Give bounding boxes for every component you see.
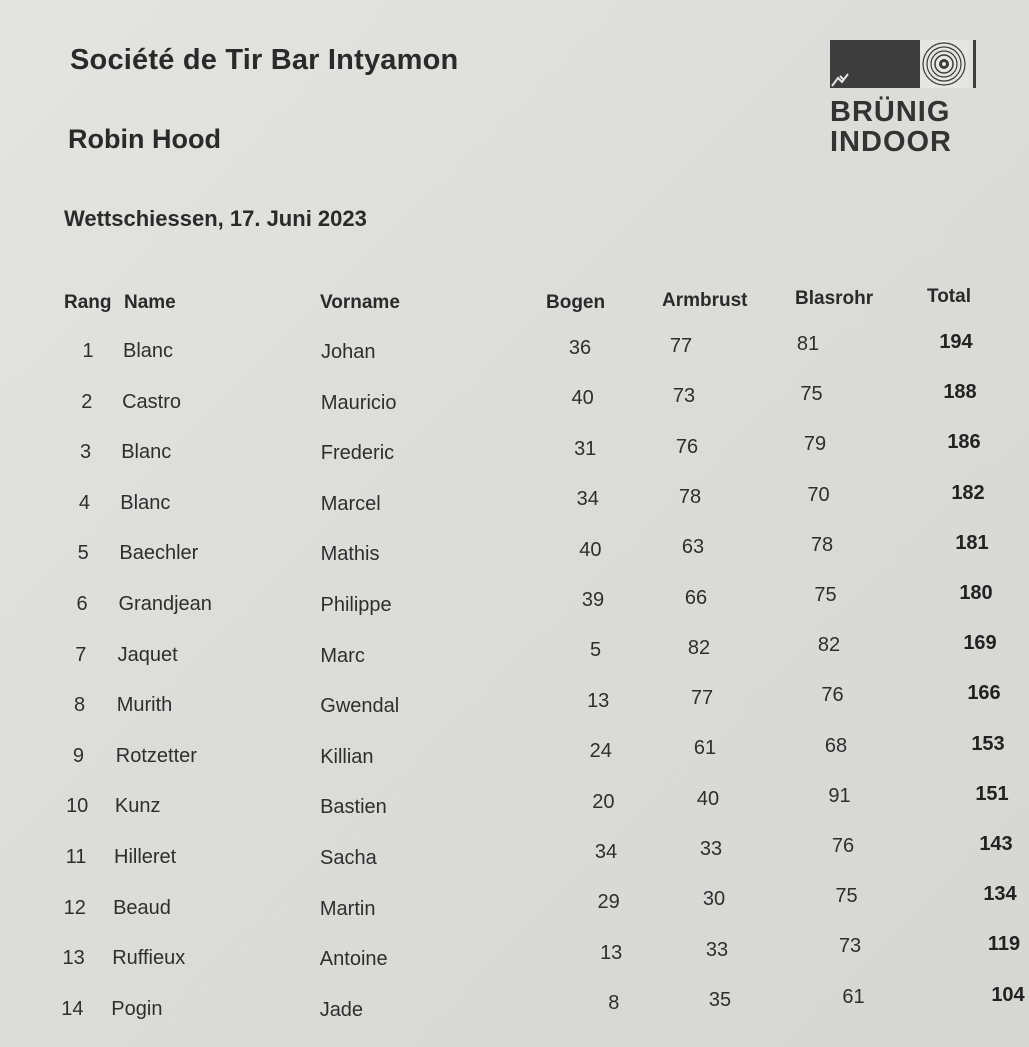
cell-blasrohr: 91	[828, 784, 851, 807]
cell-total: 166	[967, 682, 1001, 705]
cell-name: Beaud	[113, 896, 171, 919]
cell-armbrust: 30	[702, 888, 726, 911]
cell-total: 119	[987, 933, 1021, 956]
cell-blasrohr: 76	[821, 684, 844, 707]
cell-bogen: 13	[587, 689, 610, 712]
cell-rang: 3	[80, 441, 92, 464]
cell-name: Blanc	[123, 340, 174, 362]
cell-blasrohr: 68	[824, 734, 848, 757]
cell-armbrust: 40	[696, 787, 720, 810]
cell-vorname: Sacha	[320, 847, 377, 869]
header-armbrust: Armbrust	[662, 290, 748, 311]
cell-blasrohr: 78	[810, 533, 834, 556]
cell-vorname: Mathis	[320, 543, 380, 566]
cell-total: 186	[947, 431, 981, 454]
cell-blasrohr: 61	[842, 985, 865, 1008]
cell-vorname: Frederic	[320, 442, 395, 465]
cell-vorname: Philippe	[320, 594, 392, 616]
cell-blasrohr: 79	[803, 433, 827, 456]
cell-bogen: 24	[589, 740, 612, 763]
organization-title: Société de Tir Bar Intyamon	[70, 44, 459, 76]
cell-vorname: Marc	[320, 644, 365, 667]
cell-name: Castro	[122, 390, 181, 413]
cell-blasrohr: 75	[835, 885, 858, 908]
event-name: Robin Hood	[68, 124, 221, 154]
cell-blasrohr: 75	[814, 584, 837, 606]
cell-rang: 2	[81, 390, 93, 413]
cell-total: 188	[943, 381, 977, 404]
header-rang: Rang	[64, 292, 112, 313]
cell-name: Grandjean	[118, 593, 212, 615]
cell-rang: 7	[75, 643, 87, 666]
target-icon	[920, 40, 968, 88]
cell-armbrust: 76	[675, 435, 699, 458]
cell-blasrohr: 70	[807, 483, 830, 506]
logo-text-line2: INDOOR	[830, 126, 952, 158]
cell-total: 153	[971, 732, 1005, 755]
cell-rang: 12	[63, 896, 86, 919]
cell-vorname: Gwendal	[320, 695, 400, 718]
cell-armbrust: 73	[672, 385, 696, 408]
header-bogen: Bogen	[546, 292, 606, 313]
cell-name: Blanc	[121, 441, 172, 464]
cell-armbrust: 35	[708, 988, 732, 1011]
cell-bogen: 20	[592, 790, 615, 813]
cell-total: 181	[955, 531, 989, 554]
cell-total: 143	[979, 833, 1013, 855]
cell-armbrust: 77	[669, 335, 693, 357]
cell-vorname: Antoine	[319, 948, 388, 971]
cell-blasrohr: 75	[800, 383, 823, 406]
cell-vorname: Jade	[319, 998, 364, 1021]
cell-armbrust: 61	[693, 737, 717, 760]
cell-armbrust: 33	[699, 838, 723, 860]
cell-bogen: 34	[594, 841, 618, 863]
cell-vorname: Marcel	[320, 492, 381, 515]
cell-bogen: 40	[571, 387, 594, 410]
cell-name: Baechler	[119, 542, 199, 565]
cell-rang: 4	[78, 491, 90, 514]
cell-armbrust: 82	[687, 636, 711, 659]
cell-total: 169	[963, 632, 997, 655]
event-date-subtitle: Wettschiessen, 17. Juni 2023	[64, 206, 367, 231]
cell-total: 134	[983, 883, 1017, 906]
cell-rang: 10	[66, 795, 89, 818]
cell-total: 104	[991, 983, 1025, 1006]
cell-total: 194	[939, 331, 973, 353]
cell-name: Jaquet	[117, 643, 178, 666]
cell-name: Hilleret	[114, 846, 177, 868]
cell-rang: 13	[62, 947, 85, 970]
cell-blasrohr: 73	[838, 935, 862, 958]
cell-rang: 11	[65, 846, 87, 868]
cell-vorname: Johan	[321, 341, 376, 363]
cell-name: Rotzetter	[115, 744, 197, 767]
cell-total: 180	[959, 582, 993, 604]
cell-vorname: Bastien	[320, 796, 387, 819]
cell-bogen: 29	[597, 891, 620, 914]
cell-vorname: Martin	[319, 897, 376, 920]
header-vorname: Vorname	[320, 292, 400, 313]
logo-stripe	[968, 40, 973, 88]
cell-bogen: 31	[574, 437, 597, 460]
cell-name: Kunz	[114, 795, 161, 818]
cell-armbrust: 66	[684, 586, 708, 609]
cell-bogen: 34	[576, 488, 599, 511]
cell-bogen: 5	[590, 639, 602, 662]
cell-vorname: Mauricio	[320, 391, 397, 414]
cell-blasrohr: 81	[796, 333, 820, 355]
cell-armbrust: 78	[678, 485, 702, 508]
cell-total: 182	[951, 481, 985, 504]
logo-text-line1: BRÜNIG	[830, 96, 951, 128]
cell-bogen: 13	[600, 941, 623, 964]
cell-name: Ruffieux	[112, 947, 186, 970]
brunig-indoor-logo	[826, 38, 986, 158]
header-name: Name	[124, 292, 176, 313]
cell-rang: 1	[82, 340, 94, 362]
cell-vorname: Killian	[320, 745, 374, 768]
cell-armbrust: 33	[705, 938, 729, 961]
archer-icon	[830, 72, 852, 88]
cell-armbrust: 63	[681, 536, 705, 559]
cell-rang: 9	[72, 744, 84, 767]
header-total: Total	[927, 286, 971, 307]
cell-blasrohr: 76	[831, 835, 855, 857]
header-blasrohr: Blasrohr	[795, 288, 874, 309]
cell-blasrohr: 82	[817, 634, 841, 657]
cell-name: Blanc	[120, 491, 171, 514]
cell-name: Pogin	[111, 997, 163, 1020]
cell-bogen: 36	[568, 337, 592, 359]
cell-bogen: 8	[608, 992, 620, 1015]
cell-bogen: 40	[579, 538, 602, 561]
cell-armbrust: 77	[690, 687, 714, 710]
cell-rang: 6	[76, 593, 88, 615]
cell-rang: 5	[77, 542, 89, 565]
cell-total: 151	[975, 782, 1009, 805]
cell-rang: 14	[61, 997, 84, 1020]
cell-name: Murith	[116, 694, 173, 717]
cell-rang: 8	[74, 694, 86, 717]
cell-bogen: 39	[581, 589, 605, 611]
